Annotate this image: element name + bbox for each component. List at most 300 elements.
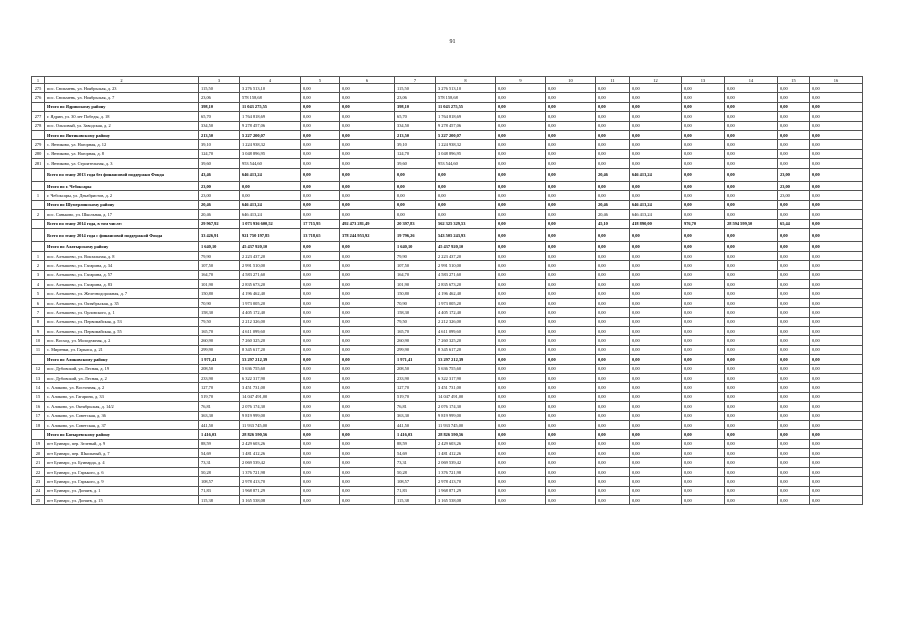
value-cell: 0,00	[682, 364, 725, 373]
value-cell: 71,83	[395, 486, 436, 495]
value-cell: 54,69	[395, 449, 436, 458]
value-cell: 0,00	[340, 345, 395, 354]
value-cell: 0,00	[301, 121, 340, 130]
value-cell: 2 223 437,20	[436, 251, 496, 260]
value-cell: 0,00	[546, 219, 596, 228]
value-cell: 378 244 953,92	[340, 228, 395, 242]
value-cell: 0,00	[301, 326, 340, 335]
value-cell: 0,00	[810, 402, 863, 411]
address-cell: пос. Алтышево, ул. Гагарина, д. 83	[45, 280, 199, 289]
value-cell: 0,00	[682, 182, 725, 191]
value-cell: 0,00	[596, 182, 630, 191]
value-cell: 0,00	[546, 477, 596, 486]
value-cell: 0,00	[340, 102, 395, 111]
address-cell: Всего по этапу 2013 года без финансовой поддержки Фонда	[45, 168, 199, 182]
value-cell: 9 278 457,06	[240, 121, 301, 130]
row-number-cell: 278	[32, 121, 45, 130]
value-cell: 0,00	[340, 130, 395, 139]
value-cell: 54,69	[199, 449, 240, 458]
value-cell: 0,00	[630, 102, 682, 111]
value-cell: 0,00	[630, 477, 682, 486]
value-cell: 0,00	[778, 449, 810, 458]
row-number-cell: 12	[32, 364, 45, 373]
table-total-row	[32, 228, 863, 242]
value-cell: 0,00	[496, 121, 546, 130]
value-cell: 0,00	[630, 191, 682, 200]
value-cell: 0,00	[546, 355, 596, 364]
value-cell: 23,00	[778, 191, 810, 200]
value-cell: 0,00	[630, 112, 682, 121]
value-cell: 0,00	[778, 121, 810, 130]
data-table	[31, 76, 863, 505]
value-cell: 0,00	[301, 182, 340, 191]
value-cell: 0,00	[725, 289, 778, 298]
table-total-row	[32, 355, 863, 364]
value-cell: 0,00	[546, 486, 596, 495]
value-cell: 0,00	[596, 191, 630, 200]
value-cell: 0,00	[436, 168, 496, 182]
row-number-cell: 281	[32, 159, 45, 168]
table-row	[32, 496, 863, 505]
value-cell: 0,00	[778, 84, 810, 93]
value-cell: 0,00	[778, 280, 810, 289]
value-cell: 0,00	[630, 280, 682, 289]
value-cell: 0,00	[682, 159, 725, 168]
value-cell: 0,00	[496, 289, 546, 298]
value-cell: 233,90	[395, 373, 436, 382]
value-cell: 7 260 325,20	[240, 336, 301, 345]
row-number-cell	[32, 182, 45, 191]
value-cell: 2 212 326,00	[240, 317, 301, 326]
address-cell: г. Чебоксары, ул. Декабристов, д. 2	[45, 191, 199, 200]
value-cell: 79,90	[395, 251, 436, 260]
column-header: 13	[682, 77, 725, 84]
value-cell: 101,90	[395, 280, 436, 289]
value-cell: 0,00	[778, 261, 810, 270]
value-cell: 0,00	[810, 242, 863, 251]
value-cell: 1 971,41	[395, 355, 436, 364]
row-number-cell: 5	[32, 289, 45, 298]
value-cell: 0,00	[301, 242, 340, 251]
table-row	[32, 270, 863, 279]
value-cell: 0,00	[682, 467, 725, 476]
value-cell: 0,00	[340, 364, 395, 373]
value-cell: 17 715,95	[301, 219, 340, 228]
value-cell: 0,00	[496, 84, 546, 93]
value-cell: 0,00	[496, 261, 546, 270]
value-cell: 0,00	[778, 411, 810, 420]
value-cell: 0,00	[340, 373, 395, 382]
value-cell: 0,00	[682, 261, 725, 270]
address-cell: пос. Алтышево, ул. Железнодорожная, д. 7	[45, 289, 199, 298]
value-cell: 0,00	[810, 191, 863, 200]
value-cell: 43,46	[199, 168, 240, 182]
value-cell: 0,00	[596, 242, 630, 251]
value-cell: 0,00	[778, 140, 810, 149]
value-cell: 2 069 539,42	[436, 458, 496, 467]
value-cell: 519,70	[199, 392, 240, 401]
address-cell: с. Миренки, ул. Гарьиса, д. 21	[45, 345, 199, 354]
value-cell: 0,00	[596, 159, 630, 168]
page-number: 91	[449, 39, 456, 45]
value-cell: 0,00	[546, 280, 596, 289]
value-cell: 0,00	[778, 102, 810, 111]
value-cell: 0,00	[301, 140, 340, 149]
value-cell: 0,00	[725, 336, 778, 345]
value-cell: 23,00	[199, 191, 240, 200]
value-cell: 1 224 938,32	[240, 140, 301, 149]
value-cell: 0,00	[810, 308, 863, 317]
address-cell: пгт Буинарс, ул. Донаев, д. 15	[45, 496, 199, 505]
value-cell: 0,00	[301, 364, 340, 373]
value-cell: 0,00	[301, 298, 340, 307]
table-row	[32, 486, 863, 495]
value-cell: 4 405 172,40	[240, 308, 301, 317]
value-cell: 0,00	[725, 168, 778, 182]
value-cell: 334,50	[199, 121, 240, 130]
value-cell: 0,00	[340, 458, 395, 467]
value-cell: 0,00	[496, 420, 546, 429]
row-number-cell: 2	[32, 210, 45, 219]
value-cell: 0,00	[496, 439, 546, 448]
table-row	[32, 392, 863, 401]
value-cell: 0,00	[395, 191, 436, 200]
column-header: 16	[810, 77, 863, 84]
value-cell: 0,00	[546, 93, 596, 102]
value-cell: 0,00	[496, 392, 546, 401]
value-cell: 0,00	[546, 210, 596, 219]
value-cell: 0,00	[496, 200, 546, 209]
value-cell: 0,00	[340, 411, 395, 420]
value-cell: 0,00	[496, 345, 546, 354]
value-cell: 0,00	[596, 439, 630, 448]
value-cell: 2 991 510,00	[240, 261, 301, 270]
value-cell: 0,00	[630, 411, 682, 420]
value-cell: 2 069 539,42	[240, 458, 301, 467]
row-number-cell	[32, 355, 45, 364]
value-cell: 0,00	[340, 430, 395, 439]
value-cell: 0,00	[810, 200, 863, 209]
row-number-cell: 4	[32, 280, 45, 289]
value-cell: 11 043 275,55	[436, 102, 496, 111]
value-cell: 2 223 437,20	[240, 251, 301, 260]
value-cell: 2 076 174,30	[240, 402, 301, 411]
value-cell: 107,50	[395, 261, 436, 270]
value-cell: 8 345 617,20	[240, 345, 301, 354]
address-cell: пгт Буинарс, ул. Буинарда, д. 4	[45, 458, 199, 467]
value-cell: 0,00	[682, 326, 725, 335]
value-cell: 0,00	[810, 298, 863, 307]
value-cell: 70,90	[395, 298, 436, 307]
value-cell: 0,00	[778, 486, 810, 495]
value-cell: 0,00	[596, 112, 630, 121]
row-number-cell: 24	[32, 486, 45, 495]
address-cell: пгт Буинарс, ул. Донаев, д. 1	[45, 486, 199, 495]
value-cell: 79,50	[199, 317, 240, 326]
value-cell: 0,00	[725, 159, 778, 168]
value-cell: 0,00	[436, 182, 496, 191]
value-cell: 164,70	[395, 270, 436, 279]
value-cell: 0,00	[630, 308, 682, 317]
value-cell: 0,00	[496, 458, 546, 467]
value-cell: 0,00	[682, 242, 725, 251]
value-cell: 0,00	[546, 411, 596, 420]
value-cell: 0,00	[810, 102, 863, 111]
value-cell: 23,00	[199, 182, 240, 191]
value-cell: 0,00	[340, 270, 395, 279]
value-cell: 921 750 197,85	[240, 228, 301, 242]
value-cell: 0,00	[778, 308, 810, 317]
value-cell: 0,00	[546, 102, 596, 111]
value-cell: 4 583 271,60	[436, 270, 496, 279]
row-number-cell: 17	[32, 411, 45, 420]
value-cell: 0,00	[240, 182, 301, 191]
value-cell: 0,00	[596, 261, 630, 270]
value-cell: 0,00	[340, 121, 395, 130]
table-total-row	[32, 219, 863, 228]
table-row	[32, 449, 863, 458]
value-cell: 0,00	[301, 93, 340, 102]
value-cell: 0,00	[395, 182, 436, 191]
value-cell: 0,00	[340, 439, 395, 448]
value-cell: 0,00	[778, 298, 810, 307]
row-number-cell: 3	[32, 270, 45, 279]
value-cell: 0,00	[340, 140, 395, 149]
value-cell: 0,00	[596, 251, 630, 260]
value-cell: 0,00	[340, 477, 395, 486]
value-cell: 0,00	[301, 345, 340, 354]
value-cell: 0,00	[778, 159, 810, 168]
value-cell: 0,00	[682, 280, 725, 289]
value-cell: 0,00	[630, 84, 682, 93]
value-cell: 0,00	[778, 496, 810, 505]
value-cell: 0,00	[778, 210, 810, 219]
address-cell: пос. Алтышево, ул. Первомайская, д. 55	[45, 326, 199, 335]
address-cell: пгт Буинарс, пер. Зеленый, д. 9	[45, 439, 199, 448]
value-cell: 0,00	[778, 420, 810, 429]
value-cell: 0,00	[596, 411, 630, 420]
address-cell: с. Аликово, ул. Гагарина, д. 33	[45, 392, 199, 401]
value-cell: 0,00	[778, 289, 810, 298]
value-cell: 1 073 936 600,52	[240, 219, 301, 228]
value-cell: 0,00	[630, 355, 682, 364]
value-cell: 127,70	[395, 383, 436, 392]
value-cell: 0,00	[546, 317, 596, 326]
value-cell: 0,00	[810, 477, 863, 486]
value-cell: 0,00	[340, 242, 395, 251]
value-cell: 0,00	[546, 149, 596, 158]
value-cell: 4 405 172,40	[436, 308, 496, 317]
value-cell: 0,00	[496, 149, 546, 158]
value-cell: 0,00	[630, 228, 682, 242]
value-cell: 0,00	[596, 336, 630, 345]
value-cell: 3 165 538,08	[240, 496, 301, 505]
row-number-cell: 15	[32, 392, 45, 401]
value-cell: 646 413,24	[240, 200, 301, 209]
value-cell: 0,00	[725, 121, 778, 130]
value-cell: 0,00	[546, 251, 596, 260]
value-cell: 0,00	[301, 308, 340, 317]
value-cell: 0,00	[596, 355, 630, 364]
value-cell: 0,00	[596, 392, 630, 401]
value-cell: 0,00	[778, 392, 810, 401]
value-cell: 4 196 462,40	[436, 289, 496, 298]
value-cell: 0,00	[596, 345, 630, 354]
value-cell: 0,00	[630, 149, 682, 158]
value-cell: 0,00	[682, 270, 725, 279]
value-cell: 0,00	[596, 402, 630, 411]
value-cell: 165,70	[395, 326, 436, 335]
value-cell: 0,00	[596, 298, 630, 307]
value-cell: 0,00	[778, 402, 810, 411]
value-cell: 953 544,60	[240, 159, 301, 168]
value-cell: 0,00	[682, 308, 725, 317]
value-cell: 5 636 755,60	[436, 364, 496, 373]
value-cell: 578 158,68	[240, 93, 301, 102]
value-cell: 0,00	[725, 373, 778, 382]
value-cell: 0,00	[778, 251, 810, 260]
value-cell: 646 413,24	[240, 168, 301, 182]
value-cell: 0,00	[301, 430, 340, 439]
value-cell: 2 835 673,20	[240, 280, 301, 289]
value-cell: 50,28	[395, 467, 436, 476]
table-row	[32, 317, 863, 326]
value-cell: 0,00	[778, 439, 810, 448]
value-cell: 65,70	[395, 112, 436, 121]
address-cell: г. Ядрин, ул. 30 лет Победы, д. 18	[45, 112, 199, 121]
value-cell: 0,00	[340, 308, 395, 317]
value-cell: 0,00	[778, 345, 810, 354]
value-cell: 0,00	[496, 449, 546, 458]
value-cell: 0,00	[725, 383, 778, 392]
value-cell: 213,50	[395, 130, 436, 139]
value-cell: 0,00	[682, 102, 725, 111]
table-header-row	[32, 77, 863, 84]
value-cell: 0,00	[630, 242, 682, 251]
value-cell: 0,00	[596, 140, 630, 149]
column-header: 1	[32, 77, 45, 84]
value-cell: 0,00	[301, 402, 340, 411]
value-cell: 2 076 174,30	[436, 402, 496, 411]
value-cell: 0,00	[682, 149, 725, 158]
value-cell: 0,00	[810, 182, 863, 191]
column-header: 2	[45, 77, 199, 84]
value-cell: 0,00	[596, 383, 630, 392]
value-cell: 953 544,60	[436, 159, 496, 168]
address-cell: с. Янтиково, ул. Строительная, д. 3	[45, 159, 199, 168]
value-cell: 0,00	[340, 84, 395, 93]
value-cell: 65,70	[199, 112, 240, 121]
value-cell: 0,00	[682, 355, 725, 364]
value-cell: 0,00	[340, 392, 395, 401]
value-cell: 0,00	[725, 430, 778, 439]
row-number-cell: 23	[32, 477, 45, 486]
table-row	[32, 308, 863, 317]
value-cell: 0,00	[340, 210, 395, 219]
value-cell: 0,00	[810, 93, 863, 102]
address-cell: пгт Буинарс, ул. Гарького, д. 6	[45, 467, 199, 476]
value-cell: 1 376 721,98	[436, 467, 496, 476]
value-cell: 164,70	[199, 270, 240, 279]
value-cell: 0,00	[682, 298, 725, 307]
value-cell: 0,00	[810, 326, 863, 335]
row-number-cell: 18	[32, 420, 45, 429]
value-cell: 2 429 603,26	[240, 439, 301, 448]
value-cell: 0,00	[340, 112, 395, 121]
value-cell: 0,00	[630, 439, 682, 448]
value-cell: 0,00	[596, 289, 630, 298]
value-cell: 334,50	[395, 121, 436, 130]
value-cell: 0,00	[725, 355, 778, 364]
value-cell: 0,00	[810, 280, 863, 289]
value-cell: 0,00	[496, 467, 546, 476]
value-cell: 150,80	[199, 289, 240, 298]
value-cell: 3 451 731,00	[436, 383, 496, 392]
value-cell: 0,00	[596, 458, 630, 467]
value-cell: 0,00	[301, 102, 340, 111]
value-cell: 0,00	[546, 467, 596, 476]
value-cell: 124,70	[395, 149, 436, 158]
row-number-cell: 10	[32, 336, 45, 345]
value-cell: 0,00	[630, 261, 682, 270]
value-cell: 0,00	[546, 261, 596, 270]
value-cell: 0,00	[596, 496, 630, 505]
column-header: 3	[199, 77, 240, 84]
value-cell: 208,50	[395, 364, 436, 373]
value-cell: 0,00	[340, 261, 395, 270]
value-cell: 2 978 413,70	[436, 477, 496, 486]
value-cell: 3 276 513,10	[240, 84, 301, 93]
value-cell: 1 968 871,29	[436, 486, 496, 495]
value-cell: 0,00	[682, 383, 725, 392]
value-cell: 0,00	[810, 467, 863, 476]
value-cell: 0,00	[301, 486, 340, 495]
value-cell: 0,00	[778, 477, 810, 486]
value-cell: 0,00	[546, 458, 596, 467]
value-cell: 0,00	[546, 191, 596, 200]
value-cell: 0,00	[682, 420, 725, 429]
value-cell: 0,00	[436, 200, 496, 209]
value-cell: 0,00	[596, 121, 630, 130]
value-cell: 33 426,91	[199, 228, 240, 242]
value-cell: 0,00	[810, 317, 863, 326]
address-cell: Всего по этапу 2014 года с финансовой поддержкой Фонда	[45, 228, 199, 242]
value-cell: 0,00	[630, 392, 682, 401]
value-cell: 0,00	[546, 336, 596, 345]
value-cell: 0,00	[496, 168, 546, 182]
value-cell: 0,00	[778, 270, 810, 279]
row-number-cell	[32, 200, 45, 209]
value-cell: 0,00	[630, 383, 682, 392]
value-cell: 0,00	[682, 93, 725, 102]
value-cell: 73,31	[199, 458, 240, 467]
address-cell: Всего по этапу 2014 года, в том числе:	[45, 219, 199, 228]
value-cell: 0,00	[546, 270, 596, 279]
value-cell: 28 594 599,50	[725, 219, 778, 228]
value-cell: 0,00	[725, 392, 778, 401]
value-cell: 0,00	[682, 140, 725, 149]
value-cell: 0,00	[546, 326, 596, 335]
value-cell: 363,30	[395, 411, 436, 420]
address-cell: пос. Алтышево, ул. Орловского, д. 1	[45, 308, 199, 317]
value-cell: 543 505 243,93	[436, 228, 496, 242]
address-cell: с. Аликово, ул. Октябрьская, д. 14/2	[45, 402, 199, 411]
value-cell: 441,50	[199, 420, 240, 429]
value-cell: 0,00	[778, 228, 810, 242]
value-cell: 0,00	[725, 140, 778, 149]
value-cell: 0,00	[682, 251, 725, 260]
value-cell: 0,00	[778, 242, 810, 251]
